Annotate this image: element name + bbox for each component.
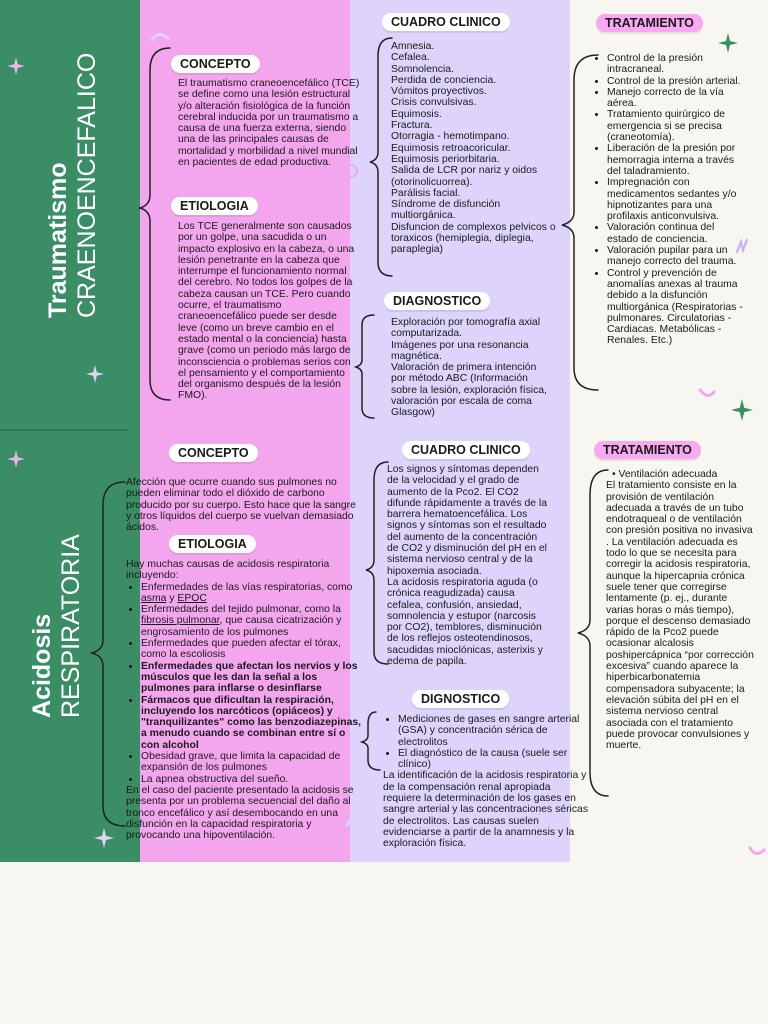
- list-item: • Valoración continua del estado de conciencia.: [607, 222, 746, 245]
- s1-tratamiento-list: [592, 53, 746, 347]
- s2-etiologia-block: [126, 559, 364, 841]
- s2-cuadro-p1: Los signos y síntomas dependen de la velocidad y el grado de aumento de la Pco2. El CO2 difunde rápidamente a través de la barrera hematoencefálica. Los signos y síntomas son el resultado del aumento de la concentración de CO2 y disminución del pH en el sistema nervioso central y de la hipoxemia asociada.: [387, 464, 548, 577]
- list-item: • Manejo correcto de la vía aérea.: [607, 87, 746, 110]
- list-item: Otorragia - hemotimpano.: [391, 131, 510, 143]
- list-item: • Impregnación con medicamentos sedantes y/o hipnotizantes para una profilaxis anticonvulsiva.: [607, 177, 746, 222]
- text: Fármacos que dificultan la respiración, incluyendo los narcóticos (opiáceos) y "tranquilizantes" como las benzodiazepinas, a menudo cuando se combinan entre sí o con alcohol: [141, 694, 362, 751]
- list-item: [141, 695, 364, 751]
- list-item: [141, 604, 364, 638]
- s2-diagnostico-block: [383, 714, 589, 850]
- list-item: Fractura.: [391, 120, 433, 132]
- s2-tratamiento-heading: TRATAMIENTO: [594, 441, 701, 459]
- list-item: Disfuncion de complexos pelvicos o toraxicos (hemiplegia, diplegia, paraplegia): [391, 221, 556, 256]
- list-item: • Control y prevención de anomalías anexas al trauma debido a la disfunción multiorgánica (Respiratorias - pulmonares. Circulatorias - Cardiacas. Metabólicas - Renales. Etc.): [607, 268, 746, 347]
- list-item: [141, 582, 364, 605]
- s2-etiologia-heading: ETIOLOGIA: [169, 535, 256, 553]
- list-item: • Control de la presión intracraneal.: [607, 53, 746, 76]
- s2-etiologia-intro: Hay muchas causas de acidosis respiratoria incluyendo:: [126, 559, 330, 582]
- s2-cuadro-text: [387, 464, 550, 667]
- list-item: Equimosis.: [391, 108, 442, 120]
- fibrosis-link[interactable]: fibrosis pulmonar: [141, 615, 220, 627]
- list-item: Crisis convulsivas.: [391, 97, 477, 109]
- list-item: • Control de la presión arterial.: [607, 76, 746, 87]
- list-item: Valoración de primera intención por método ABC (Información sobre la lesión, exploración física, valoración por escala de coma Glasgow): [391, 362, 547, 419]
- s2-cuadro-heading: CUADRO CLINICO: [402, 441, 530, 459]
- list-item: [141, 661, 364, 695]
- section1-title-bold: Traumatismo: [44, 162, 72, 318]
- text: Ventilación adecuada: [618, 469, 718, 480]
- s1-etiologia-text: Los TCE generalmente son causados por un golpe, una sacudida o un impacto explosivo en la cabeza, o una lesión penetrante en la cabeza que interrumpe el funcionamiento normal del cerebro. No todos los golpes de la cabeza causan un TCE. Pero cuando ocurre, el traumatismo craneoencefálico puede ser desde leve (como un breve cambio en el estado mental o la conciencia) hasta grave (como un periodo más largo de inconsciencia o problemas serios con el pensamiento y el comportamiento del organismo después de la lesión FMO).: [178, 221, 355, 402]
- epoc-link[interactable]: EPOC: [177, 592, 207, 604]
- list-item: Salida de LCR por nariz y oidos (otorinolicuorrea).: [391, 165, 538, 188]
- section2-title-light: RESPIRATORIA: [57, 534, 85, 718]
- list-item: Equimosis retroacoricular.: [391, 142, 511, 154]
- text: , que causa cicatrización y engrosamiento de los pulmones: [141, 615, 342, 638]
- list-item: Amnesia.: [391, 41, 435, 52]
- s1-etiologia-heading: ETIOLOGIA: [171, 197, 258, 215]
- section1-title-light: CRAENOENCEFALICO: [73, 52, 101, 318]
- list-item: • Valoración pupilar para un manejo correcto del trauma.: [607, 245, 746, 268]
- list-item: • La apnea obstructiva del sueño.: [141, 774, 364, 785]
- list-item: Perdida de conciencia.: [391, 74, 497, 86]
- list-item: Somnolencia.: [391, 63, 454, 75]
- s1-concepto-text: El traumatismo craneoencefálico (TCE) se define como una lesión estructural y/o alteración fisiológica de la función cerebral inducida por un traumatismo a causa de una fuerza externa, siendo una de las principales causas de mortalidad y morbilidad a nivel mundial en pacientes de edad productiva.: [178, 78, 360, 169]
- list-item: • Tratamiento quirúrgico de emergencia si se precisa (craneotomía).: [607, 109, 746, 143]
- s2-diagnostico-heading: DIGNOSTICO: [412, 690, 509, 708]
- s2-tratamiento-bullet: • Ventilación adecuada: [612, 469, 718, 480]
- s1-diagnostico-list: [391, 317, 551, 419]
- list-item: Exploración por tomografía axial computarizada.: [391, 317, 541, 340]
- s2-tratamiento-block: [606, 469, 756, 751]
- s1-cuadro-heading: CUADRO CLINICO: [382, 13, 510, 31]
- s1-tratamiento-heading: TRATAMIENTO: [596, 14, 703, 32]
- list-item: • Enfermedades que pueden afectar el tórax, como la escoliosis: [141, 638, 364, 661]
- s2-diagnostico-text: La identificación de la acidosis respiratoria y de la compensación renal apropiada requiere la determinación de los gases en sangre arterial y las concentraciones séricas de electrolitos. Las causas suelen evidenciarse a partir de la anamnesis y la exploración física.: [383, 770, 589, 850]
- section2-title-bold: Acidosis: [28, 613, 56, 718]
- list-item: Imágenes por una resonancia magnética.: [391, 339, 529, 362]
- s1-diagnostico-heading: DIAGNOSTICO: [384, 292, 490, 310]
- list-item: Síndrome de disfunción multiorgánica.: [391, 199, 501, 222]
- list-item: Equimosis periorbitaria.: [391, 153, 500, 165]
- text: Enfermedades del tejido pulmonar, como la: [141, 604, 341, 616]
- text: Enfermedades que afectan los nervios y los músculos que les dan la señal a los pulmones para inflarse o desinflarse: [141, 660, 358, 695]
- s1-concepto-heading: CONCEPTO: [171, 55, 260, 73]
- text: y: [166, 592, 178, 604]
- list-item: Cefalea.: [391, 52, 430, 64]
- s2-etiologia-outro: En el caso del paciente presentado la acidosis se presenta por un problema secuencial del daño al tronco encefálico y así desembocando en una disfunción en la capacidad respiratoria y provocando una hipoventilación.: [126, 784, 354, 842]
- s2-concepto-text: Afección que ocurre cuando sus pulmones no pueden eliminar todo el dióxido de carbono producido por su cuerpo. Esto hace que la sangre y otros líquidos del cuerpo se vuelvan demasiado ácidos.: [126, 477, 356, 534]
- text: Enfermedades de las vías respiratorias, como: [141, 581, 353, 593]
- s1-cuadro-list: [391, 41, 556, 256]
- list-item: Vómitos proyectivos.: [391, 86, 487, 98]
- list-item: • Mediciones de gases en sangre arterial (GSA) y concentración sérica de electrolitos: [398, 714, 589, 748]
- list-item: • El diagnóstico de la causa (suele ser clínico): [398, 748, 589, 771]
- list-item: • Liberación de la presión por hemorragia interna a través del taladramiento.: [607, 143, 746, 177]
- s2-concepto-heading: CONCEPTO: [169, 444, 258, 462]
- s2-tratamiento-text: El tratamiento consiste en la provisión de ventilación adecuada a través de un tubo endotraqueal o de ventilación con presión positiva no invasiva . La ventilación adecuada es todo lo que se necesita para corregir la acidosis respiratoria, aunque la hipercapnia crónica suele tener que corregirse lentamente (p. ej., durante varias horas o más tiempo), porque el descenso demasiado rápido de la Pco2 puede ocasionar alcalosis poshipercápnica “por corrección excesiva” cuando aparece la hiperbicarbonatemia compensadora subyacente; la elevación súbita del pH en el sistema nervioso central asociada con el tratamiento puede provocar convulsiones y muerte.: [606, 480, 754, 752]
- asma-link[interactable]: asma: [141, 592, 167, 604]
- list-item: Parálisis facial.: [391, 187, 461, 199]
- s2-cuadro-p2: La acidosis respiratoria aguda (o crónica reagudizada) causa cefalea, confusión, ansiedad, somnolencia y estupor (narcosis por CO2), temblores, disminución de los reflejos osteotendinosos, sacudidas mioclónicas, asterixis y edema de papila.: [387, 576, 543, 668]
- list-item: • Obesidad grave, que limita la capacidad de expansión de los pulmones: [141, 751, 364, 774]
